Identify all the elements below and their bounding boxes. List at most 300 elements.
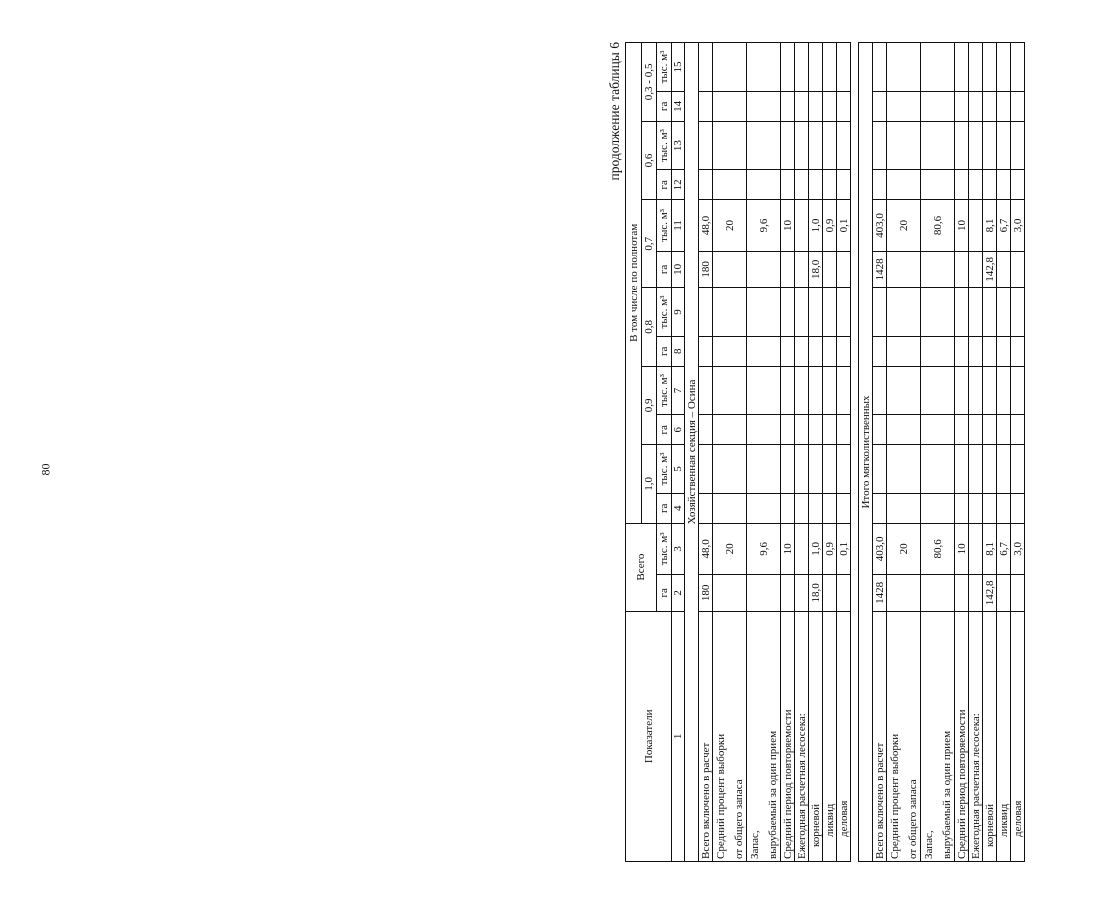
unit-ha-header: га bbox=[657, 336, 672, 366]
table-cell bbox=[837, 445, 851, 494]
table-cell bbox=[747, 575, 781, 612]
table-cell bbox=[969, 415, 983, 445]
unit-ha-header: га bbox=[657, 493, 672, 523]
table-cell bbox=[837, 121, 851, 170]
table-cell bbox=[887, 415, 921, 445]
table-cell: 0,1 bbox=[837, 200, 851, 251]
table-cell bbox=[921, 415, 955, 445]
table-row bbox=[969, 43, 983, 862]
table-cell bbox=[713, 336, 747, 366]
row-label-text-line2: от общего запаса bbox=[732, 779, 745, 859]
table-cell bbox=[955, 575, 969, 612]
table-cell bbox=[747, 43, 781, 92]
table-cell bbox=[1011, 43, 1025, 92]
table-cell bbox=[781, 336, 795, 366]
row-label bbox=[699, 611, 713, 861]
table-cell: 10 bbox=[955, 200, 969, 251]
row-label-text: деловая bbox=[1011, 800, 1024, 837]
table-cell bbox=[781, 575, 795, 612]
row-label-text: Ежегодная расчетная лесосека: bbox=[795, 713, 808, 859]
table-row bbox=[873, 43, 887, 862]
table-cell bbox=[887, 445, 921, 494]
table-row bbox=[713, 43, 747, 862]
table-cell bbox=[997, 251, 1011, 288]
row-label-text: корневой bbox=[983, 803, 996, 847]
table-row bbox=[1011, 43, 1025, 862]
table-cell bbox=[809, 415, 823, 445]
unit-volume-header: тыс. м³ bbox=[657, 121, 672, 170]
table-row bbox=[699, 43, 713, 862]
density-header: 1,0 bbox=[642, 445, 657, 523]
table-cell: 48,0 bbox=[699, 523, 713, 574]
table-cell: 1428 bbox=[873, 251, 887, 288]
table-cell bbox=[887, 575, 921, 612]
table-cell bbox=[921, 288, 955, 337]
table-cell: 18,0 bbox=[809, 575, 823, 612]
indicators-header: Показатели bbox=[626, 611, 672, 861]
table-cell bbox=[921, 366, 955, 415]
column-number: 2 bbox=[672, 575, 685, 612]
table-cell bbox=[921, 575, 955, 612]
table-cell bbox=[983, 445, 997, 494]
table-cell bbox=[809, 288, 823, 337]
unit-volume-header: тыс. м³ bbox=[657, 288, 672, 337]
table-row bbox=[809, 43, 823, 862]
table-cell bbox=[955, 251, 969, 288]
table-cell: 80,6 bbox=[921, 523, 955, 574]
row-label bbox=[997, 611, 1011, 861]
table-cell bbox=[887, 91, 921, 121]
table-cell bbox=[699, 415, 713, 445]
table-body bbox=[685, 43, 1025, 862]
table-cell: 10 bbox=[781, 523, 795, 574]
table-cell bbox=[781, 366, 795, 415]
table-cell bbox=[837, 366, 851, 415]
table-cell bbox=[873, 288, 887, 337]
table-cell bbox=[955, 170, 969, 200]
density-header: 0,6 bbox=[642, 121, 657, 199]
unit-ha-header: га bbox=[657, 170, 672, 200]
unit-ha-header: га bbox=[657, 575, 672, 612]
table-cell bbox=[699, 493, 713, 523]
table-cell bbox=[955, 121, 969, 170]
table-cell bbox=[983, 415, 997, 445]
table-cell bbox=[795, 121, 809, 170]
table-cell bbox=[795, 523, 809, 574]
table-cell bbox=[823, 251, 837, 288]
row-label bbox=[823, 611, 837, 861]
table-cell bbox=[983, 493, 997, 523]
table-cell: 6,7 bbox=[997, 200, 1011, 251]
row-label-text: ликвид bbox=[823, 803, 836, 837]
row-label-text: Запас, bbox=[748, 830, 761, 859]
table-cell bbox=[921, 91, 955, 121]
table-cell bbox=[795, 445, 809, 494]
table-cell bbox=[955, 91, 969, 121]
table-cell bbox=[795, 415, 809, 445]
section-title-row bbox=[859, 43, 873, 862]
row-label-text: ликвид bbox=[997, 803, 1010, 837]
page-number: 80 bbox=[38, 463, 53, 476]
table-cell bbox=[983, 366, 997, 415]
table-row bbox=[955, 43, 969, 862]
table-cell bbox=[795, 493, 809, 523]
table-cell: 0,9 bbox=[823, 523, 837, 574]
table-cell bbox=[983, 91, 997, 121]
table-cell bbox=[795, 288, 809, 337]
table-cell bbox=[747, 121, 781, 170]
table-cell bbox=[795, 91, 809, 121]
table-cell bbox=[921, 170, 955, 200]
table-cell bbox=[969, 366, 983, 415]
table-cell bbox=[795, 366, 809, 415]
density-header: 0,8 bbox=[642, 288, 657, 366]
table-cell bbox=[873, 121, 887, 170]
table-cell bbox=[969, 251, 983, 288]
row-label bbox=[887, 611, 921, 861]
table-cell bbox=[837, 415, 851, 445]
section-spacer bbox=[851, 43, 859, 862]
column-number: 14 bbox=[672, 91, 685, 121]
table-cell bbox=[747, 493, 781, 523]
table-cell: 20 bbox=[713, 523, 747, 574]
table-cell bbox=[997, 121, 1011, 170]
table-cell bbox=[983, 336, 997, 366]
table-cell bbox=[921, 43, 955, 92]
row-label bbox=[1011, 611, 1025, 861]
unit-volume-header: тыс. м³ bbox=[657, 523, 672, 574]
table-cell: 10 bbox=[955, 523, 969, 574]
table-row bbox=[781, 43, 795, 862]
table-cell: 10 bbox=[781, 200, 795, 251]
table-cell bbox=[1011, 121, 1025, 170]
table-cell bbox=[823, 170, 837, 200]
table-cell bbox=[1011, 251, 1025, 288]
table-cell bbox=[1011, 91, 1025, 121]
table-cell bbox=[795, 575, 809, 612]
table-cell bbox=[781, 251, 795, 288]
table-cell: 1,0 bbox=[809, 200, 823, 251]
table-cell bbox=[837, 170, 851, 200]
row-label bbox=[809, 611, 823, 861]
table-cell bbox=[955, 288, 969, 337]
table-cell bbox=[1011, 288, 1025, 337]
table-cell bbox=[887, 288, 921, 337]
table-cell bbox=[983, 288, 997, 337]
table-cell: 403,0 bbox=[873, 200, 887, 251]
table-cell bbox=[1011, 366, 1025, 415]
row-label bbox=[983, 611, 997, 861]
row-label-text-line2: вырубаемый за один прием bbox=[766, 730, 779, 859]
row-label-text: Средний процент выборки bbox=[714, 733, 727, 859]
table-cell bbox=[795, 251, 809, 288]
table-cell bbox=[873, 493, 887, 523]
table-cell bbox=[781, 43, 795, 92]
table-cell bbox=[747, 336, 781, 366]
table-cell bbox=[873, 445, 887, 494]
spacer-cell bbox=[851, 43, 859, 862]
table-cell bbox=[781, 415, 795, 445]
table-cell bbox=[997, 43, 1011, 92]
row-label bbox=[921, 611, 955, 861]
table-cell bbox=[873, 170, 887, 200]
table-cell bbox=[837, 493, 851, 523]
table-cell: 20 bbox=[887, 200, 921, 251]
table-cell: 6,7 bbox=[997, 523, 1011, 574]
table-cell bbox=[713, 251, 747, 288]
row-label-text: Средний процент выборки bbox=[888, 733, 901, 859]
column-number: 4 bbox=[672, 493, 685, 523]
table-cell bbox=[699, 43, 713, 92]
table-cell bbox=[823, 91, 837, 121]
table-cell bbox=[1011, 415, 1025, 445]
table-cell bbox=[921, 121, 955, 170]
table-cell bbox=[747, 288, 781, 337]
table-cell bbox=[969, 445, 983, 494]
table-cell bbox=[699, 366, 713, 415]
row-label-text-line2: вырубаемый за один прием bbox=[940, 730, 953, 859]
table-row bbox=[921, 43, 955, 862]
row-label bbox=[781, 611, 795, 861]
table-cell bbox=[823, 415, 837, 445]
table-cell bbox=[747, 251, 781, 288]
table-cell bbox=[969, 493, 983, 523]
table-cell bbox=[781, 493, 795, 523]
table-cell bbox=[997, 336, 1011, 366]
table-cell bbox=[997, 415, 1011, 445]
table-cell: 8,1 bbox=[983, 200, 997, 251]
table-cell bbox=[713, 43, 747, 92]
table-cell bbox=[781, 170, 795, 200]
table-row bbox=[983, 43, 997, 862]
table-cell bbox=[873, 366, 887, 415]
table-cell bbox=[955, 493, 969, 523]
by-density-header: В том числе по полнотам bbox=[626, 43, 642, 524]
row-label-text: Средний период повторяемости bbox=[781, 709, 794, 859]
table-cell bbox=[713, 121, 747, 170]
table-cell bbox=[955, 366, 969, 415]
table-cell bbox=[969, 121, 983, 170]
table-header bbox=[626, 43, 685, 862]
table-cell bbox=[997, 493, 1011, 523]
table-cell bbox=[747, 445, 781, 494]
table-cell bbox=[887, 251, 921, 288]
table-cell bbox=[823, 288, 837, 337]
table-cell bbox=[809, 43, 823, 92]
table-cell bbox=[699, 121, 713, 170]
table-cell bbox=[809, 170, 823, 200]
table-row bbox=[795, 43, 809, 862]
table-cell bbox=[921, 445, 955, 494]
table-cell bbox=[921, 336, 955, 366]
column-number: 11 bbox=[672, 200, 685, 251]
section-title: Итого мягколиственных bbox=[859, 43, 873, 862]
row-label bbox=[747, 611, 781, 861]
unit-ha-header: га bbox=[657, 91, 672, 121]
row-label bbox=[713, 611, 747, 861]
table-cell bbox=[809, 336, 823, 366]
table-cell bbox=[699, 91, 713, 121]
table-cell bbox=[795, 200, 809, 251]
table-cell: 3,0 bbox=[1011, 200, 1025, 251]
table-cell bbox=[809, 121, 823, 170]
row-label-text: деловая bbox=[837, 800, 850, 837]
table-cell bbox=[1011, 493, 1025, 523]
row-label-text: корневой bbox=[809, 803, 822, 847]
table-cell bbox=[955, 415, 969, 445]
table-cell bbox=[1011, 575, 1025, 612]
density-header: 0,9 bbox=[642, 366, 657, 444]
table-cell bbox=[887, 366, 921, 415]
table-cell bbox=[969, 91, 983, 121]
table-cell: 9,6 bbox=[747, 200, 781, 251]
unit-volume-header: тыс. м³ bbox=[657, 445, 672, 494]
column-number: 8 bbox=[672, 336, 685, 366]
table-cell: 0,1 bbox=[837, 523, 851, 574]
table-cell: 3,0 bbox=[1011, 523, 1025, 574]
table-cell bbox=[921, 493, 955, 523]
unit-volume-header: тыс. м³ bbox=[657, 43, 672, 92]
table-cell bbox=[921, 251, 955, 288]
table-cell bbox=[809, 445, 823, 494]
section-title: Хозяйственная секция – Осина bbox=[685, 43, 699, 862]
table-cell: 20 bbox=[713, 200, 747, 251]
column-number: 15 bbox=[672, 43, 685, 92]
table-cell bbox=[887, 493, 921, 523]
table-cell bbox=[969, 170, 983, 200]
table-cell bbox=[873, 336, 887, 366]
table-cell bbox=[747, 366, 781, 415]
table-cell bbox=[887, 121, 921, 170]
table-cell bbox=[713, 415, 747, 445]
table-row bbox=[887, 43, 921, 862]
column-number-row bbox=[672, 43, 685, 862]
table-cell: 0,9 bbox=[823, 200, 837, 251]
table-cell bbox=[997, 288, 1011, 337]
table-cell bbox=[795, 170, 809, 200]
row-label-text: Средний период повторяемости bbox=[955, 709, 968, 859]
table-cell bbox=[747, 170, 781, 200]
table-cell bbox=[837, 575, 851, 612]
table-cell bbox=[781, 91, 795, 121]
row-label bbox=[969, 611, 983, 861]
column-number: 12 bbox=[672, 170, 685, 200]
density-header: 0,7 bbox=[642, 200, 657, 288]
table-row bbox=[837, 43, 851, 862]
table-cell: 180 bbox=[699, 251, 713, 288]
table-cell bbox=[887, 170, 921, 200]
table-cell bbox=[809, 91, 823, 121]
table-cell bbox=[1011, 336, 1025, 366]
rotated-page bbox=[605, 42, 1110, 862]
table-cell bbox=[997, 366, 1011, 415]
total-header: Всего bbox=[626, 523, 657, 611]
table-cell bbox=[837, 336, 851, 366]
table-cell bbox=[713, 288, 747, 337]
column-number: 10 bbox=[672, 251, 685, 288]
density-table bbox=[625, 42, 1025, 862]
row-label-text: Всего включено в расчет bbox=[699, 742, 712, 859]
table-cell bbox=[837, 43, 851, 92]
column-number: 3 bbox=[672, 523, 685, 574]
table-cell bbox=[837, 91, 851, 121]
table-cell bbox=[747, 415, 781, 445]
table-cell bbox=[997, 445, 1011, 494]
table-cell: 180 bbox=[699, 575, 713, 612]
table-cell: 142,8 bbox=[983, 251, 997, 288]
section-title-row bbox=[685, 43, 699, 862]
table-cell bbox=[1011, 170, 1025, 200]
column-number: 6 bbox=[672, 415, 685, 445]
table-cell bbox=[699, 445, 713, 494]
table-cell bbox=[713, 575, 747, 612]
row-label-text: Всего включено в расчет bbox=[873, 742, 886, 859]
table-cell bbox=[887, 43, 921, 92]
table-cell: 48,0 bbox=[699, 200, 713, 251]
table-cell bbox=[823, 43, 837, 92]
table-cell bbox=[1011, 445, 1025, 494]
table-cell bbox=[699, 170, 713, 200]
table-cell bbox=[997, 575, 1011, 612]
column-number: 13 bbox=[672, 121, 685, 170]
table-cell bbox=[955, 445, 969, 494]
row-label bbox=[837, 611, 851, 861]
table-cell bbox=[781, 121, 795, 170]
unit-ha-header: га bbox=[657, 415, 672, 445]
unit-volume-header: тыс. м³ bbox=[657, 200, 672, 251]
table-cell bbox=[983, 43, 997, 92]
table-cell bbox=[873, 43, 887, 92]
row-label bbox=[873, 611, 887, 861]
table-cell bbox=[713, 91, 747, 121]
table-cell: 142,8 bbox=[983, 575, 997, 612]
table-cell bbox=[699, 288, 713, 337]
table-cell bbox=[873, 91, 887, 121]
row-label-text-line2: от общего запаса bbox=[906, 779, 919, 859]
table-cell bbox=[809, 493, 823, 523]
table-cell bbox=[969, 288, 983, 337]
table-cell bbox=[795, 43, 809, 92]
table-cell bbox=[983, 170, 997, 200]
table-cell bbox=[713, 366, 747, 415]
density-header: 0,3 - 0,5 bbox=[642, 43, 657, 122]
table-cell bbox=[955, 336, 969, 366]
table-cell bbox=[823, 366, 837, 415]
table-row bbox=[747, 43, 781, 862]
table-cell: 403,0 bbox=[873, 523, 887, 574]
table-cell bbox=[823, 493, 837, 523]
table-cell bbox=[823, 121, 837, 170]
table-cell bbox=[887, 336, 921, 366]
table-cell bbox=[781, 288, 795, 337]
table-cell bbox=[969, 43, 983, 92]
table-cell bbox=[823, 445, 837, 494]
column-number: 1 bbox=[672, 611, 685, 861]
row-label-text: Запас, bbox=[922, 830, 935, 859]
table-cell bbox=[969, 575, 983, 612]
table-cell bbox=[873, 415, 887, 445]
table-cell bbox=[823, 336, 837, 366]
table-caption: продолжение таблицы 6 bbox=[607, 42, 622, 181]
table-cell bbox=[795, 336, 809, 366]
table-cell: 80,6 bbox=[921, 200, 955, 251]
table-cell bbox=[837, 288, 851, 337]
table-row bbox=[823, 43, 837, 862]
table-cell: 20 bbox=[887, 523, 921, 574]
table-cell: 1428 bbox=[873, 575, 887, 612]
table-cell bbox=[969, 523, 983, 574]
unit-volume-header: тыс. м³ bbox=[657, 366, 672, 415]
